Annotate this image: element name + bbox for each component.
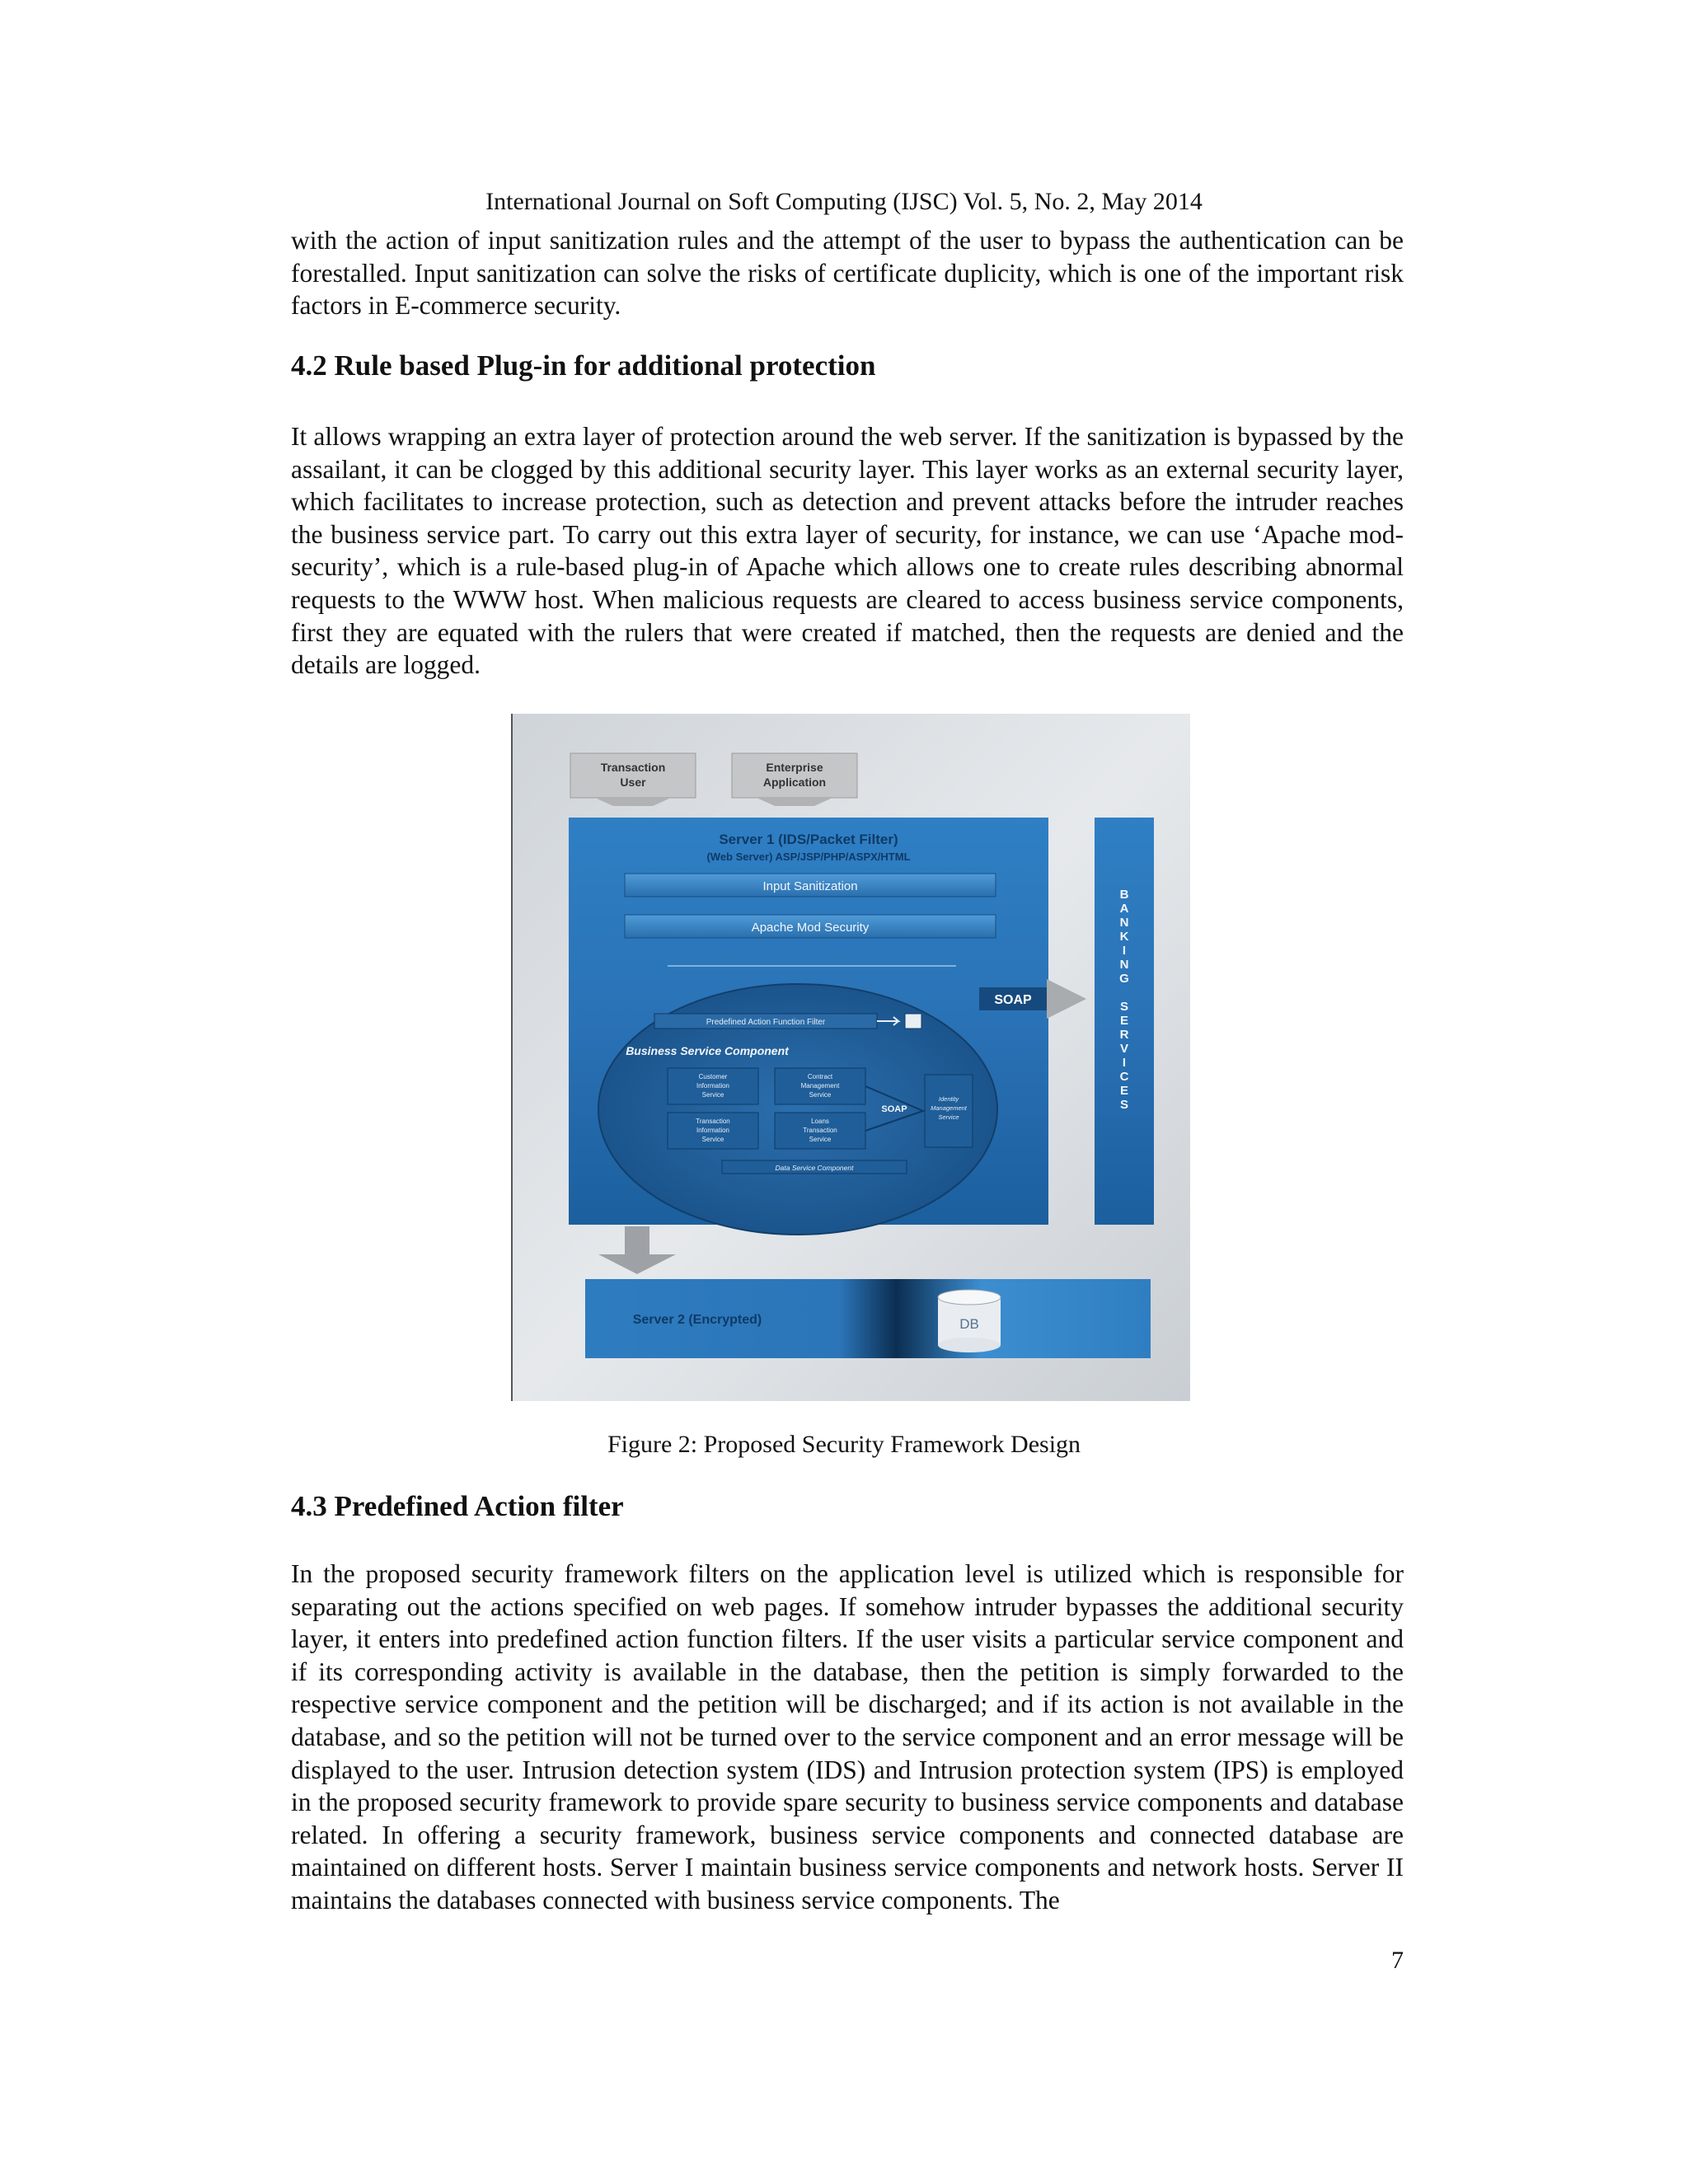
svg-text:Management: Management bbox=[800, 1082, 840, 1090]
enterprise-application-box bbox=[732, 753, 857, 806]
svg-text:Loans: Loans bbox=[811, 1118, 829, 1125]
db-icon bbox=[938, 1290, 1001, 1352]
svg-text:Identity: Identity bbox=[938, 1095, 959, 1103]
svg-text:Server 1 (IDS/Packet Filter): Server 1 (IDS/Packet Filter) bbox=[719, 832, 898, 847]
svg-text:User: User bbox=[620, 776, 646, 789]
svg-text:Customer: Customer bbox=[698, 1073, 728, 1080]
filter-db-icon bbox=[905, 1014, 921, 1029]
svg-text:SOAP: SOAP bbox=[994, 993, 1032, 1007]
page-number: 7 bbox=[1391, 1947, 1404, 1974]
svg-text:Transaction: Transaction bbox=[600, 761, 666, 774]
section-4-3-paragraph: In the proposed security framework filters on the application level is utilized which is responsible for separating out the actions specified on web pages. If somehow intruder bypasses the additional security layer, it enters into predefined action function filters. If the user visits a particular service component and if its corresponding activity is available in the database, then the petition is simply forwarded to the respective service component and the petition will be discharged; and if its action is not available in the database, and so the petition will not be turned over to the service component and an error message will be displayed to the user. Intrusion detection system (IDS) and Intrusion protection system (IPS) is employed in the proposed security framework to provide spare security to business service components and database related. In offering a security framework, business service components and connected database are maintained on different hosts. Server I maintain business service components and network hosts. Server II maintains the databases connected with business service components. The bbox=[291, 1559, 1404, 1915]
svg-text:Management: Management bbox=[931, 1104, 967, 1112]
svg-text:Service: Service bbox=[938, 1113, 959, 1121]
transaction-information-service bbox=[668, 1113, 758, 1149]
svg-text:Apache Mod Security: Apache Mod Security bbox=[751, 921, 870, 935]
svg-text:Predefined Action Function Fil: Predefined Action Function Filter bbox=[706, 1018, 826, 1027]
contract-management-service bbox=[775, 1068, 865, 1104]
identity-management-service bbox=[925, 1075, 973, 1147]
svg-text:BANKING SERVICES: B A N K I N G S E R V I C E S bbox=[1119, 888, 1129, 1112]
svg-text:Information: Information bbox=[696, 1127, 730, 1134]
security-framework-figure bbox=[511, 714, 1190, 1401]
svg-text:(Web Server) ASP/JSP/PHP/ASPX/: (Web Server) ASP/JSP/PHP/ASPX/HTML bbox=[706, 851, 911, 863]
svg-text:Information: Information bbox=[696, 1082, 730, 1090]
loans-transaction-service bbox=[775, 1113, 865, 1149]
section-heading-4-2: 4.2 Rule based Plug-in for additional protection bbox=[291, 349, 876, 382]
svg-text:Service: Service bbox=[809, 1136, 832, 1143]
transaction-user-box bbox=[570, 753, 696, 806]
customer-information-service bbox=[668, 1068, 758, 1104]
banking-services-column bbox=[1095, 818, 1154, 1225]
intro-paragraph: with the action of input sanitization rules and the attempt of the user to bypass the authentication can be forestalled. Input sanitization can solve the risks of certificate duplicity, which is one of the important risk factors in E-commerce security. bbox=[291, 226, 1404, 321]
server2-panel bbox=[585, 1279, 1151, 1358]
svg-text:Service: Service bbox=[701, 1091, 724, 1099]
section-heading-4-3: 4.3 Predefined Action filter bbox=[291, 1490, 624, 1522]
business-service-oval bbox=[598, 984, 997, 1235]
svg-text:Enterprise: Enterprise bbox=[766, 761, 823, 774]
svg-text:SOAP: SOAP bbox=[881, 1104, 907, 1114]
input-sanitization-bar bbox=[625, 874, 996, 897]
svg-text:Transaction: Transaction bbox=[803, 1127, 837, 1134]
svg-text:DB: DB bbox=[959, 1316, 979, 1332]
section-4-2-paragraph: It allows wrapping an extra layer of protection around the web server. If the sanitization is bypassed by the assailant, it can be clogged by this additional security layer. This layer works as an external security layer, which facilitates to increase protection, such as detection and prevent attacks before the intruder reaches the business service part. To carry out this extra layer of security, for instance, we can use ‘Apache mod-security’, which is a rule-based plug-in of Apache which allows one to create rules describing abnormal requests to the WWW host. When malicious requests are cleared to access business service components, first they are equated with the rulers that were created if matched, then the requests are denied and the details are logged. bbox=[291, 422, 1404, 680]
svg-text:Server 2 (Encrypted): Server 2 (Encrypted) bbox=[632, 1313, 762, 1327]
svg-text:Contract: Contract bbox=[807, 1073, 833, 1080]
data-service-component bbox=[722, 1160, 907, 1174]
svg-text:Service: Service bbox=[701, 1136, 724, 1143]
svg-text:Application: Application bbox=[762, 776, 827, 789]
apache-mod-security-bar bbox=[625, 915, 996, 938]
svg-text:Transaction: Transaction bbox=[696, 1118, 730, 1125]
journal-header: International Journal on Soft Computing (IJSC) Vol. 5, No. 2, May 2014 bbox=[485, 188, 1203, 215]
svg-text:Input Sanitization: Input Sanitization bbox=[762, 879, 858, 893]
svg-text:Service: Service bbox=[809, 1091, 832, 1099]
figure-caption: Figure 2: Proposed Security Framework Design bbox=[607, 1431, 1081, 1458]
svg-text:Business Service Component: Business Service Component bbox=[626, 1044, 789, 1057]
svg-text:Data Service Component: Data Service Component bbox=[775, 1164, 854, 1172]
